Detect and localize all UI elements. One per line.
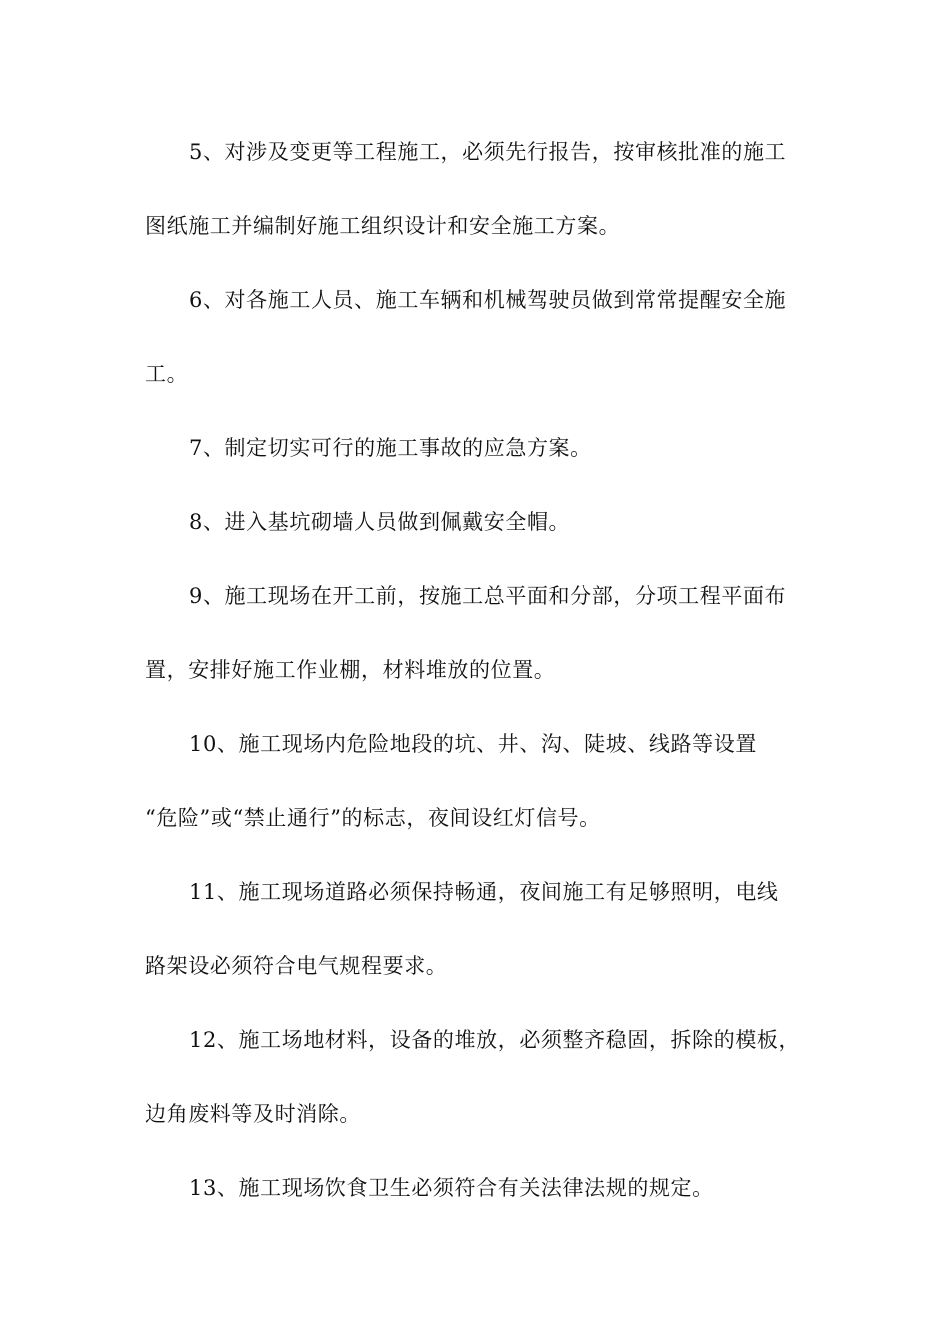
paragraph-13: 13、施工现场饮食卫生必须符合有关法律法规的规定。 bbox=[189, 1176, 714, 1200]
paragraph-9-line-1: 9、施工现场在开工前，按施工总平面和分部，分项工程平面布 bbox=[189, 584, 787, 608]
paragraph-6-line-2: 工。 bbox=[145, 362, 189, 386]
paragraph-6-line-1: 6、对各施工人员、施工车辆和机械驾驶员做到常常提醒安全施 bbox=[189, 288, 787, 312]
paragraph-9-line-2: 置，安排好施工作业棚，材料堆放的位置。 bbox=[145, 658, 556, 682]
paragraph-8: 8、进入基坑砌墙人员做到佩戴安全帽。 bbox=[189, 510, 571, 534]
paragraph-5-line-2: 图纸施工并编制好施工组织设计和安全施工方案。 bbox=[145, 214, 621, 238]
paragraph-5-line-1: 5、对涉及变更等工程施工，必须先行报告，按审核批准的施工 bbox=[189, 140, 787, 164]
paragraph-12-line-2: 边角废料等及时消除。 bbox=[145, 1102, 361, 1126]
paragraph-10-line-1: 10、施工现场内危险地段的坑、井、沟、陡坡、线路等设置 bbox=[189, 732, 757, 756]
paragraph-11-line-1: 11、施工现场道路必须保持畅通，夜间施工有足够照明，电线 bbox=[189, 880, 779, 904]
paragraph-7: 7、制定切实可行的施工事故的应急方案。 bbox=[189, 436, 592, 460]
paragraph-10-line-2: “危险”或“禁止通行”的标志，夜间设红灯信号。 bbox=[145, 806, 601, 830]
paragraph-12-line-1: 12、施工场地材料，设备的堆放，必须整齐稳固，拆除的模板， bbox=[189, 1028, 801, 1052]
paragraph-11-line-2: 路架设必须符合电气规程要求。 bbox=[145, 954, 448, 978]
